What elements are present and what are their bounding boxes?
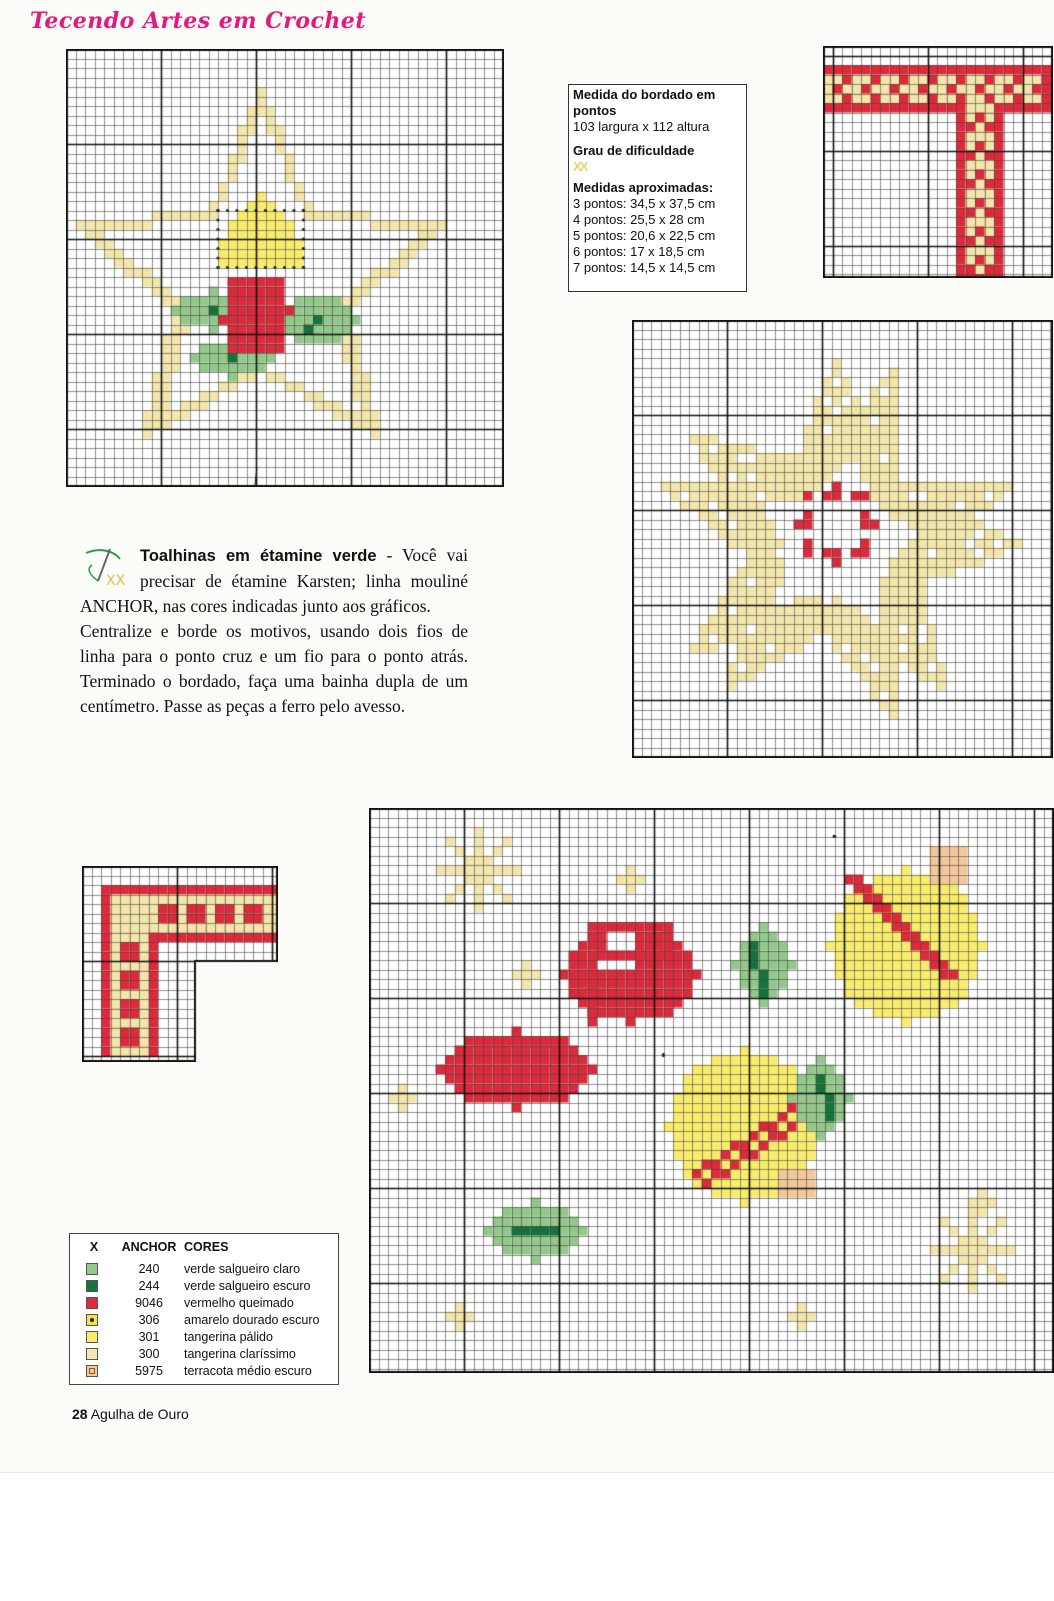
legend-row <box>74 1362 334 1379</box>
difficulty-marks: XX <box>573 159 587 174</box>
color-swatch <box>86 1365 98 1377</box>
color-name: terracota médio escuro <box>184 1363 312 1378</box>
color-name: vermelho queimado <box>184 1295 294 1310</box>
star-candle-chart <box>66 49 504 487</box>
approx-row: 5 pontos: 20,6 x 22,5 cm <box>573 228 716 243</box>
bells-chart <box>369 808 1054 1373</box>
instructions-materials: - Você vai precisar de étamine Karsten; linha mouliné ANCHOR, nas cores indicadas junto aos gráficos. <box>80 545 468 616</box>
anchor-code: 5975 <box>135 1363 163 1378</box>
corner-border-chart-top <box>823 46 1053 278</box>
anchor-code: 9046 <box>135 1295 163 1310</box>
color-name: verde salgueiro claro <box>184 1261 301 1276</box>
star-flower-chart <box>632 320 1053 758</box>
color-name: verde salgueiro escuro <box>184 1278 311 1293</box>
legend-symbol-header: X <box>89 1240 99 1254</box>
color-name: amarelo dourado escuro <box>184 1312 320 1327</box>
site-title: Tecendo Artes em Crochet <box>30 8 367 34</box>
page-footer <box>72 1406 189 1422</box>
anchor-code: 300 <box>138 1346 160 1361</box>
info-box <box>568 84 747 292</box>
approx-row: 4 pontos: 25,5 x 28 cm <box>573 212 705 227</box>
anchor-code: 301 <box>138 1329 160 1344</box>
size-heading: Medida do bordado em pontos <box>573 87 716 118</box>
instructions-title: Toalhinas em étamine verde <box>140 547 377 565</box>
legend-row <box>74 1277 334 1294</box>
color-legend <box>69 1233 339 1385</box>
color-swatch <box>86 1331 98 1343</box>
legend-row <box>74 1328 334 1345</box>
corner-border-chart-bottom <box>82 866 278 1062</box>
approx-row: 7 pontos: 14,5 x 14,5 cm <box>573 260 716 275</box>
svg-text:XX: XX <box>106 573 126 587</box>
legend-row <box>74 1260 334 1277</box>
anchor-code: 240 <box>138 1261 160 1276</box>
approx-heading: Medidas aproximadas: <box>573 180 714 195</box>
instructions-steps: Centralize e borde os motivos, usando dois fios de linha para o ponto cruz e um fio para o ponto atrás. Terminado o bordado, faça uma bainha dupla de um centímetro. Passe as peças a ferro pelo avesso. <box>80 621 468 716</box>
legend-colors-header: CORES <box>184 1240 229 1254</box>
color-name: tangerina pálido <box>184 1329 273 1344</box>
magazine-name: Agulha de Ouro <box>90 1406 189 1422</box>
color-swatch <box>86 1263 98 1275</box>
page-margin <box>0 1472 1054 1601</box>
approx-row: 6 pontos: 17 x 18,5 cm <box>573 244 705 259</box>
page-number: 28 <box>72 1406 88 1422</box>
color-swatch <box>86 1280 98 1292</box>
legend-row <box>74 1294 334 1311</box>
color-name: tangerina claríssimo <box>184 1346 296 1361</box>
legend-anchor-header: ANCHOR <box>121 1240 177 1254</box>
anchor-code: 306 <box>138 1312 160 1327</box>
approx-row: 3 pontos: 34,5 x 37,5 cm <box>573 196 716 211</box>
instructions <box>80 543 468 719</box>
size-value: 103 largura x 112 altura <box>573 119 710 134</box>
needle-thread-icon <box>80 545 132 587</box>
color-swatch <box>86 1297 98 1309</box>
anchor-code: 244 <box>138 1278 160 1293</box>
legend-row <box>74 1345 334 1362</box>
color-swatch <box>86 1314 98 1326</box>
legend-row <box>74 1311 334 1328</box>
color-swatch <box>86 1348 98 1360</box>
difficulty-heading: Grau de dificuldade <box>573 143 695 158</box>
